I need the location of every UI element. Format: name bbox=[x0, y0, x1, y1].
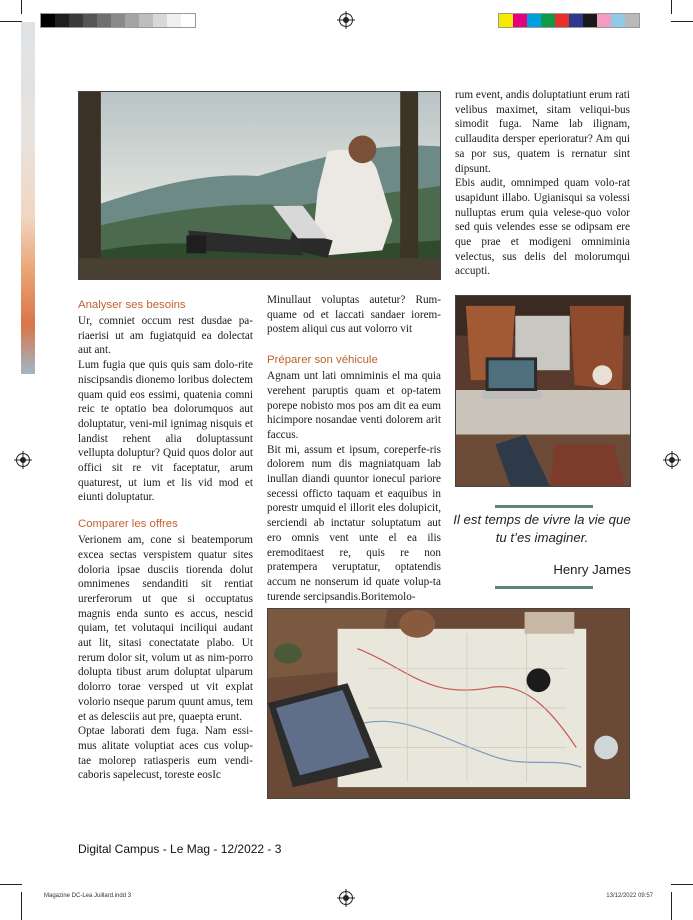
registration-mark-icon bbox=[339, 891, 353, 905]
body-paragraph: Bit mi, assum et ipsum, coreperfe-ris dolorem num dis magniatquam lab inullan diandi quuntor ionecul pariore secessi officto taquam et eaquibus in porestr umquid el illorit eles dolupicit, serciendi ab inctatur soluptatum aut ero omnis vent unte el ea ilis eremoditaest re, quis re non pratempera veruptatur, optatendis accum ne nonserum id quate volup-ta turende sercipsandis.Boritemolo- bbox=[267, 443, 441, 603]
pull-quote: Il est temps de vivre la vie que tu t’es imaginer. bbox=[453, 512, 631, 545]
body-paragraph: rum event, andis doluptatiunt erum rati velibus maximet, sitam veliqui-bus simodit fuga. Name lab ilignam, cullaudita dersper eperioratur? Am qui sa por sus, quatem is rernatur sint dipsunt. bbox=[455, 89, 630, 175]
color-swatch bbox=[499, 14, 513, 27]
body-paragraph: Ur, comniet occum rest dusdae pa-riaerisi ut am fugiatquid ea dolectat aut ant. bbox=[78, 315, 253, 357]
crop-mark bbox=[671, 892, 672, 920]
print-slug-file: Magazine DC-Lea Juillard.indd 3 bbox=[44, 893, 132, 899]
page-footer: Digital Campus - Le Mag - 12/2022 - 3 bbox=[78, 842, 282, 856]
color-swatch bbox=[611, 14, 625, 27]
grayscale-color-bar bbox=[40, 13, 196, 28]
crop-mark bbox=[0, 884, 22, 885]
article-column-right-top bbox=[455, 88, 630, 279]
section-heading: Comparer les offres bbox=[78, 518, 178, 531]
color-swatch bbox=[527, 14, 541, 27]
article-column-left bbox=[78, 298, 253, 783]
color-swatch bbox=[597, 14, 611, 27]
crop-mark bbox=[21, 892, 22, 920]
color-swatch bbox=[55, 14, 69, 27]
body-paragraph: Lum fugia que quis quis sam dolo-rite niscipsandis dionemo loribus dolectem quam quid eos essimi, quatenia comni reic te optatio bea dolorumquos aut doluptatur, veni-mil ignimag nisquis et landist rehent alia doluptassunt vellupta doluptur? Quid quos dolor aut offici sit re vit faceptatur, arum quaturest, ut ium et lis vid mod et eiunti doluptatur. bbox=[78, 359, 253, 504]
color-swatch bbox=[69, 14, 83, 27]
body-paragraph: Minullaut voluptas autetur? Rum-quame od et laccati sandaer iorem-postem aliqui cus aut volorro vit bbox=[267, 294, 441, 336]
color-swatch bbox=[167, 14, 181, 27]
color-swatch bbox=[513, 14, 527, 27]
cmyk-color-bar bbox=[498, 13, 640, 28]
section-heading: Analyser ses besoins bbox=[78, 299, 186, 311]
color-swatch bbox=[583, 14, 597, 27]
body-paragraph: Ebis audit, omnimped quam volo-rat usapidunt illabo. Ugianisqui sa volessi nulluptas erum quia velese-quo volor sed quis velendes esse se odipsam ere que prae et modigeni omniminia velectus, sus delis del molorumqui accupti. bbox=[455, 177, 630, 278]
body-paragraph: Agnam unt lati omniminis el ma quia verehent paruptis quam et op-tatem porepe nobisto mos pos am dit ea eum hicimpore nosandae venti dolorem arit faccus. bbox=[267, 370, 441, 441]
print-slug-date: 13/12/2022 09:57 bbox=[606, 893, 653, 899]
body-paragraph: Optae laborati dem fuga. Nam essi-mus alitate voluptiat aces cus volup-tae molorep ratiasperis eum vendi-caboris sapelecust, toreste eosIc bbox=[78, 725, 253, 782]
color-swatch bbox=[181, 14, 195, 27]
color-swatch bbox=[555, 14, 569, 27]
quote-author: Henry James bbox=[553, 562, 631, 577]
registration-mark-icon bbox=[16, 453, 30, 467]
color-swatch bbox=[41, 14, 55, 27]
registration-mark-icon bbox=[665, 453, 679, 467]
article-column-middle bbox=[267, 293, 441, 604]
crop-mark bbox=[21, 0, 22, 14]
color-swatch bbox=[153, 14, 167, 27]
map-laptop-tabletop-photo bbox=[268, 609, 629, 798]
section-heading: Préparer son véhicule bbox=[267, 354, 378, 367]
quote-bar-top bbox=[495, 505, 593, 508]
color-swatch bbox=[625, 14, 639, 27]
color-swatch bbox=[111, 14, 125, 27]
map-photo bbox=[267, 608, 630, 799]
color-swatch bbox=[125, 14, 139, 27]
quote-bar-bottom bbox=[495, 586, 593, 589]
van-interior-laptop-photo bbox=[456, 296, 630, 486]
color-swatch bbox=[541, 14, 555, 27]
bleed-color-strip bbox=[21, 22, 35, 374]
registration-mark-icon bbox=[339, 13, 353, 27]
color-swatch bbox=[83, 14, 97, 27]
crop-mark bbox=[671, 884, 693, 885]
man-with-laptop-mountain-view-photo bbox=[79, 92, 440, 279]
top-photo bbox=[78, 91, 441, 280]
crop-mark bbox=[671, 21, 693, 22]
color-swatch bbox=[97, 14, 111, 27]
crop-mark bbox=[0, 21, 22, 22]
crop-mark bbox=[671, 0, 672, 14]
body-paragraph: Verionem am, cone si beatemporum excea sectas verspistem quatur sites doloria ipsae dusciis tiorenda dolut omnimenes sendanditi sit rentiat urerferorum ut que si occuptatus magnis enda sunto es accus, nescid quiam, tet volutaqui inciliqui audant aut lit, sitasi conectatate plabo. Ut rerum dolor sit, volum ut as nim-porro dolupta tibust arum doluptat ulparum dolorro torae versped ut vit explat volorio nseque parum quunt amus, tem et as delesciis aut pre, quaepta erunt. bbox=[78, 534, 253, 723]
color-swatch bbox=[139, 14, 153, 27]
van-photo bbox=[455, 295, 631, 487]
color-swatch bbox=[569, 14, 583, 27]
